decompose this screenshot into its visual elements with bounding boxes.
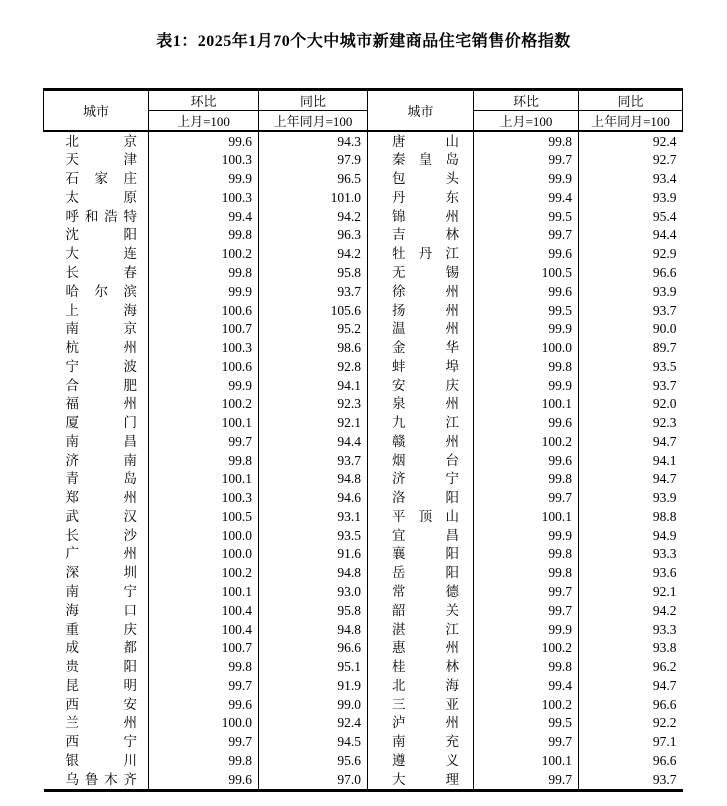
mom-index-cell-left: 100.0 [149, 545, 259, 564]
mom-index-cell-left: 100.7 [149, 639, 259, 658]
yoy-index-cell-left: 94.2 [259, 245, 368, 264]
mom-index-cell-right: 99.9 [474, 320, 579, 339]
yoy-index-cell-left: 93.7 [259, 451, 368, 470]
yoy-index-cell-right: 94.4 [579, 226, 683, 245]
mom-index-cell-right: 99.9 [474, 170, 579, 189]
city-cell-left: 广州 [65, 546, 137, 562]
mom-index-cell-right: 100.2 [474, 695, 579, 714]
city-cell-left: 海口 [65, 602, 137, 618]
city-cell-left: 南昌 [65, 433, 137, 449]
city-cell-left: 济南 [65, 452, 137, 468]
table-row [44, 432, 683, 451]
yoy-index-cell-left: 93.5 [259, 526, 368, 545]
table-row [44, 131, 683, 151]
city-cell-left: 哈尔滨 [65, 283, 137, 299]
city-cell-right: 蚌埠 [368, 357, 474, 376]
yoy-index-cell-left: 94.2 [259, 207, 368, 226]
table-row [44, 188, 683, 207]
mom-index-cell-left: 99.8 [149, 657, 259, 676]
table-row [44, 226, 683, 245]
yoy-index-cell-left: 94.3 [259, 131, 368, 151]
yoy-index-cell-left: 95.6 [259, 751, 368, 770]
mom-index-cell-left: 99.9 [149, 376, 259, 395]
table-row [44, 395, 683, 414]
city-cell-left: 西安 [65, 696, 137, 712]
mom-index-cell-left: 99.8 [149, 263, 259, 282]
mom-index-cell-right: 99.7 [474, 770, 579, 790]
city-cell-right: 三亚 [368, 695, 474, 714]
yoy-index-cell-right: 93.5 [579, 357, 683, 376]
yoy-index-cell-left: 96.3 [259, 226, 368, 245]
mom-index-cell-right: 99.9 [474, 620, 579, 639]
mom-index-cell-right: 100.1 [474, 751, 579, 770]
city-cell-right: 锦州 [368, 207, 474, 226]
table-row [44, 263, 683, 282]
mom-index-cell-right: 99.7 [474, 226, 579, 245]
mom-index-cell-left: 100.3 [149, 338, 259, 357]
city-cell-left: 郑州 [65, 490, 137, 506]
mom-index-cell-right: 99.9 [474, 376, 579, 395]
city-cell-right: 秦皇岛 [368, 151, 474, 170]
table-row [44, 376, 683, 395]
city-cell-left: 南宁 [65, 584, 137, 599]
yoy-index-cell-right: 93.8 [579, 639, 683, 658]
mom-index-cell-right: 99.5 [474, 301, 579, 320]
yoy-index-cell-right: 94.7 [579, 432, 683, 451]
city-cell-right: 襄阳 [368, 545, 474, 564]
city-cell-left: 呼和浩特 [65, 208, 137, 224]
yoy-index-cell-right: 93.7 [579, 301, 683, 320]
table-row [44, 245, 683, 264]
city-cell-left: 福州 [65, 396, 137, 412]
mom-index-cell-left: 99.7 [149, 733, 259, 752]
yoy-index-cell-left: 94.1 [259, 376, 368, 395]
city-cell-left: 贵阳 [65, 659, 137, 675]
city-cell-right: 桂林 [368, 657, 474, 676]
yoy-index-cell-right: 97.1 [579, 733, 683, 752]
yoy-index-cell-right: 93.7 [579, 770, 683, 790]
table-title: 表1：2025年1月70个大中城市新建商品住宅销售价格指数 [156, 33, 571, 50]
table-row [44, 639, 683, 658]
table-body [44, 131, 683, 790]
header-mom-left: 环比 [149, 90, 259, 111]
mom-index-cell-right: 100.2 [474, 432, 579, 451]
city-cell-left: 杭州 [65, 340, 137, 356]
yoy-index-cell-right: 92.0 [579, 395, 683, 414]
mom-index-cell-left: 100.6 [149, 301, 259, 320]
city-cell-left: 上海 [65, 302, 137, 318]
city-cell-left: 银川 [65, 752, 137, 768]
table-row [44, 489, 683, 508]
city-cell-right: 牡丹江 [368, 245, 474, 264]
table-row [44, 526, 683, 545]
mom-index-cell-left: 99.7 [149, 676, 259, 695]
yoy-index-cell-left: 95.1 [259, 657, 368, 676]
mom-index-cell-left: 99.6 [149, 131, 259, 151]
yoy-index-cell-right: 96.6 [579, 263, 683, 282]
yoy-index-cell-left: 97.0 [259, 770, 368, 790]
city-cell-left: 青岛 [65, 471, 137, 487]
table-row [44, 770, 683, 790]
city-cell-right: 包头 [368, 170, 474, 189]
city-cell-left: 大连 [65, 246, 137, 262]
city-cell-right: 徐州 [368, 282, 474, 301]
yoy-index-cell-left: 94.4 [259, 432, 368, 451]
city-cell-right: 吉林 [368, 226, 474, 245]
city-cell-right: 九江 [368, 413, 474, 432]
mom-index-cell-right: 99.4 [474, 188, 579, 207]
city-cell-right: 湛江 [368, 620, 474, 639]
yoy-index-cell-right: 94.2 [579, 601, 683, 620]
yoy-index-cell-left: 101.0 [259, 188, 368, 207]
city-cell-right: 岳阳 [368, 564, 474, 583]
yoy-index-cell-right: 93.4 [579, 170, 683, 189]
table-row [44, 545, 683, 564]
table-row [44, 451, 683, 470]
yoy-index-cell-left: 95.2 [259, 320, 368, 339]
city-cell-right: 大理 [368, 770, 474, 790]
city-cell-right: 济宁 [368, 470, 474, 489]
mom-index-cell-left: 100.6 [149, 357, 259, 376]
mom-index-cell-right: 99.8 [474, 131, 579, 151]
mom-index-cell-left: 100.1 [149, 413, 259, 432]
mom-index-cell-right: 99.6 [474, 282, 579, 301]
mom-index-cell-left: 100.2 [149, 245, 259, 264]
city-cell-left: 成都 [65, 640, 137, 656]
mom-index-cell-left: 100.5 [149, 507, 259, 526]
table-row [44, 207, 683, 226]
table-row [44, 676, 683, 695]
yoy-index-cell-left: 92.1 [259, 413, 368, 432]
yoy-index-cell-left: 93.0 [259, 582, 368, 601]
yoy-index-cell-left: 92.3 [259, 395, 368, 414]
mom-index-cell-left: 99.9 [149, 170, 259, 189]
city-cell-right: 金华 [368, 338, 474, 357]
yoy-index-cell-left: 97.9 [259, 151, 368, 170]
mom-index-cell-left: 100.3 [149, 151, 259, 170]
yoy-index-cell-left: 94.8 [259, 470, 368, 489]
yoy-index-cell-right: 89.7 [579, 338, 683, 357]
yoy-index-cell-right: 93.3 [579, 545, 683, 564]
mom-index-cell-right: 100.1 [474, 507, 579, 526]
city-cell-right: 遵义 [368, 751, 474, 770]
table-row [44, 413, 683, 432]
mom-index-cell-right: 99.7 [474, 151, 579, 170]
city-cell-left: 重庆 [65, 621, 137, 637]
yoy-index-cell-left: 91.6 [259, 545, 368, 564]
city-cell-left: 兰州 [65, 715, 137, 731]
city-cell-left: 西宁 [65, 734, 137, 750]
yoy-index-cell-right: 93.9 [579, 188, 683, 207]
table-row [44, 751, 683, 770]
city-cell-left: 合肥 [65, 377, 137, 393]
city-cell-right: 南充 [368, 733, 474, 752]
yoy-index-cell-left: 96.5 [259, 170, 368, 189]
yoy-index-cell-right: 96.6 [579, 695, 683, 714]
city-cell-right: 扬州 [368, 301, 474, 320]
city-cell-right: 丹东 [368, 188, 474, 207]
yoy-index-cell-right: 92.4 [579, 131, 683, 151]
table-row [44, 620, 683, 639]
mom-index-cell-right: 99.8 [474, 657, 579, 676]
yoy-index-cell-right: 90.0 [579, 320, 683, 339]
city-cell-left: 沈阳 [65, 227, 137, 243]
yoy-index-cell-right: 94.9 [579, 526, 683, 545]
table-row [44, 657, 683, 676]
yoy-index-cell-right: 95.4 [579, 207, 683, 226]
yoy-index-cell-right: 98.8 [579, 507, 683, 526]
mom-index-cell-left: 100.4 [149, 620, 259, 639]
yoy-index-cell-left: 93.1 [259, 507, 368, 526]
city-cell-left: 长沙 [65, 527, 137, 543]
header-yoy-base-left: 上年同月=100 [259, 111, 368, 132]
table-row [44, 338, 683, 357]
mom-index-cell-right: 99.6 [474, 413, 579, 432]
city-cell-left: 北京 [65, 133, 137, 149]
yoy-index-cell-left: 99.0 [259, 695, 368, 714]
mom-index-cell-right: 99.8 [474, 357, 579, 376]
table-row [44, 357, 683, 376]
mom-index-cell-right: 99.7 [474, 489, 579, 508]
yoy-index-cell-right: 93.7 [579, 376, 683, 395]
mom-index-cell-left: 99.9 [149, 282, 259, 301]
city-cell-right: 洛阳 [368, 489, 474, 508]
yoy-index-cell-left: 92.8 [259, 357, 368, 376]
mom-index-cell-left: 100.4 [149, 601, 259, 620]
yoy-index-cell-left: 96.6 [259, 639, 368, 658]
yoy-index-cell-right: 92.9 [579, 245, 683, 264]
yoy-index-cell-left: 91.9 [259, 676, 368, 695]
yoy-index-cell-left: 94.5 [259, 733, 368, 752]
yoy-index-cell-left: 93.7 [259, 282, 368, 301]
city-cell-right: 烟台 [368, 451, 474, 470]
mom-index-cell-left: 100.1 [149, 582, 259, 601]
header-mom-right: 环比 [474, 90, 579, 111]
mom-index-cell-left: 100.3 [149, 188, 259, 207]
mom-index-cell-left: 100.0 [149, 714, 259, 733]
city-cell-left: 石家庄 [65, 171, 137, 187]
header-yoy-left: 同比 [259, 90, 368, 111]
table-row [44, 507, 683, 526]
table-row [44, 470, 683, 489]
table-row [44, 564, 683, 583]
header-mom-base-right: 上月=100 [474, 111, 579, 132]
mom-index-cell-right: 99.5 [474, 207, 579, 226]
mom-index-cell-right: 100.2 [474, 639, 579, 658]
mom-index-cell-right: 99.5 [474, 714, 579, 733]
mom-index-cell-right: 100.5 [474, 263, 579, 282]
mom-index-cell-right: 99.6 [474, 245, 579, 264]
mom-index-cell-right: 100.1 [474, 395, 579, 414]
header-city-right: 城市 [368, 90, 474, 132]
yoy-index-cell-right: 94.1 [579, 451, 683, 470]
city-cell-right: 宜昌 [368, 526, 474, 545]
mom-index-cell-right: 99.8 [474, 564, 579, 583]
city-cell-left: 厦门 [65, 415, 137, 431]
table-row [44, 695, 683, 714]
yoy-index-cell-right: 93.6 [579, 564, 683, 583]
mom-index-cell-left: 99.4 [149, 207, 259, 226]
yoy-index-cell-right: 96.6 [579, 751, 683, 770]
mom-index-cell-left: 100.3 [149, 489, 259, 508]
yoy-index-cell-left: 94.8 [259, 620, 368, 639]
table-row [44, 170, 683, 189]
mom-index-cell-right: 99.8 [474, 545, 579, 564]
city-cell-right: 惠州 [368, 639, 474, 658]
header-yoy-right: 同比 [579, 90, 683, 111]
city-cell-left: 南京 [65, 321, 137, 337]
yoy-index-cell-right: 96.2 [579, 657, 683, 676]
mom-index-cell-left: 100.0 [149, 526, 259, 545]
mom-index-cell-left: 99.6 [149, 770, 259, 790]
yoy-index-cell-left: 92.4 [259, 714, 368, 733]
table-row [44, 733, 683, 752]
mom-index-cell-left: 99.8 [149, 226, 259, 245]
table-row [44, 282, 683, 301]
yoy-index-cell-right: 93.9 [579, 282, 683, 301]
table-row [44, 151, 683, 170]
price-index-table [43, 88, 683, 792]
city-cell-left: 乌鲁木齐 [65, 771, 137, 787]
mom-index-cell-right: 99.7 [474, 733, 579, 752]
mom-index-cell-right: 100.0 [474, 338, 579, 357]
yoy-index-cell-right: 92.3 [579, 413, 683, 432]
mom-index-cell-left: 100.2 [149, 395, 259, 414]
table-row [44, 301, 683, 320]
mom-index-cell-right: 99.4 [474, 676, 579, 695]
yoy-index-cell-left: 95.8 [259, 263, 368, 282]
header-yoy-base-right: 上年同月=100 [579, 111, 683, 132]
table-row [44, 601, 683, 620]
yoy-index-cell-right: 93.3 [579, 620, 683, 639]
city-cell-right: 泉州 [368, 395, 474, 414]
city-cell-right: 无锡 [368, 263, 474, 282]
city-cell-right: 泸州 [368, 714, 474, 733]
yoy-index-cell-right: 94.7 [579, 470, 683, 489]
city-cell-right: 北海 [368, 676, 474, 695]
city-cell-left: 长春 [65, 264, 137, 280]
header-mom-base-left: 上月=100 [149, 111, 259, 132]
mom-index-cell-left: 99.8 [149, 751, 259, 770]
yoy-index-cell-right: 92.1 [579, 582, 683, 601]
city-cell-left: 昆明 [65, 677, 137, 693]
mom-index-cell-right: 99.7 [474, 601, 579, 620]
city-cell-right: 韶关 [368, 601, 474, 620]
mom-index-cell-right: 99.9 [474, 526, 579, 545]
mom-index-cell-left: 100.2 [149, 564, 259, 583]
mom-index-cell-left: 99.8 [149, 451, 259, 470]
yoy-index-cell-right: 92.2 [579, 714, 683, 733]
yoy-index-cell-right: 92.7 [579, 151, 683, 170]
yoy-index-cell-left: 94.6 [259, 489, 368, 508]
mom-index-cell-right: 99.6 [474, 451, 579, 470]
yoy-index-cell-left: 98.6 [259, 338, 368, 357]
yoy-index-cell-right: 94.7 [579, 676, 683, 695]
mom-index-cell-left: 99.6 [149, 695, 259, 714]
mom-index-cell-right: 99.7 [474, 582, 579, 601]
city-cell-right: 常德 [368, 582, 474, 601]
mom-index-cell-left: 100.7 [149, 320, 259, 339]
city-cell-right: 唐山 [368, 131, 474, 151]
yoy-index-cell-right: 93.9 [579, 489, 683, 508]
city-cell-right: 平顶山 [368, 507, 474, 526]
city-cell-left: 武汉 [65, 508, 137, 524]
city-cell-left: 宁波 [65, 358, 137, 374]
header-row-main [44, 90, 683, 111]
city-cell-right: 安庆 [368, 376, 474, 395]
table-row [44, 320, 683, 339]
mom-index-cell-left: 100.1 [149, 470, 259, 489]
yoy-index-cell-left: 105.6 [259, 301, 368, 320]
city-cell-left: 天津 [65, 152, 137, 168]
table-row [44, 582, 683, 601]
yoy-index-cell-left: 94.8 [259, 564, 368, 583]
city-cell-left: 深圳 [65, 565, 137, 581]
table-header [44, 90, 683, 132]
mom-index-cell-left: 99.7 [149, 432, 259, 451]
mom-index-cell-right: 99.8 [474, 470, 579, 489]
header-city-left: 城市 [44, 90, 149, 132]
city-cell-right: 赣州 [368, 432, 474, 451]
city-cell-left: 太原 [65, 189, 137, 205]
yoy-index-cell-left: 95.8 [259, 601, 368, 620]
city-cell-right: 温州 [368, 320, 474, 339]
table-row [44, 714, 683, 733]
